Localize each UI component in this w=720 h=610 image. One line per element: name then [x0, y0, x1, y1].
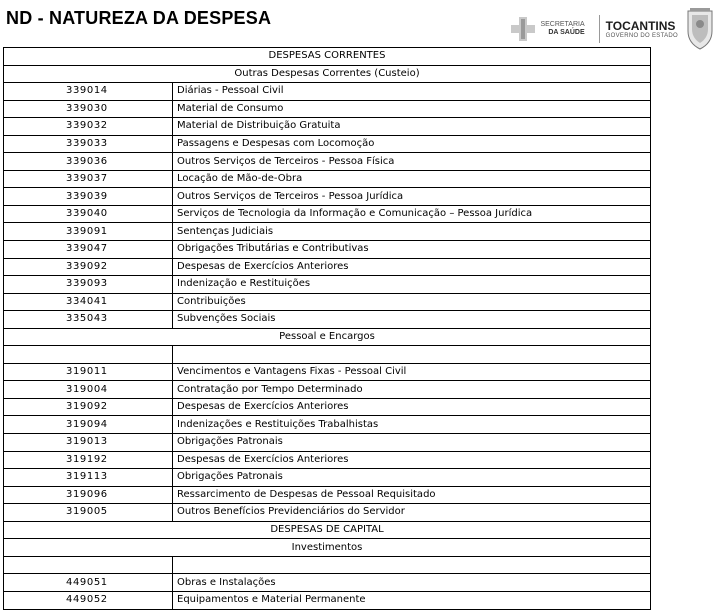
nd-description: Serviços de Tecnologia da Informação e Comunicação – Pessoa Jurídica	[172, 206, 650, 223]
section-title: Investimentos	[291, 541, 363, 553]
nd-code: 339037	[66, 173, 108, 185]
nd-description: Outros Serviços de Terceiros - Pessoa Física	[172, 153, 650, 170]
nd-description: Sentenças Judiciais	[172, 223, 650, 240]
table-row	[4, 136, 650, 154]
section-header-correntes	[4, 48, 650, 66]
nd-description: Material de Distribuição Gratuita	[172, 118, 650, 135]
nd-description: Equipamentos e Material Permanente	[172, 592, 650, 609]
health-cross-icon	[510, 13, 536, 45]
table-row	[4, 399, 650, 417]
nd-description: Indenização e Restituições	[172, 276, 650, 293]
nd-description: Despesas de Exercícios Anteriores	[172, 452, 650, 469]
nd-description: Obras e Instalações	[172, 574, 650, 591]
nd-code: 335043	[66, 313, 108, 325]
nd-description: Outros Benefícios Previdenciários do Servidor	[172, 504, 650, 521]
nd-code: 449052	[66, 594, 108, 606]
spacer-row	[4, 346, 650, 364]
nd-description: Material de Consumo	[172, 101, 650, 118]
nd-description: Obrigações Patronais	[172, 469, 650, 486]
table-row	[4, 171, 650, 189]
table-row	[4, 452, 650, 470]
section-header-outras	[4, 66, 650, 84]
nd-code: 319004	[66, 383, 108, 395]
table-row	[4, 188, 650, 206]
nd-description: Diárias - Pessoal Civil	[172, 83, 650, 100]
nd-code: 334041	[66, 295, 108, 307]
section-title: Pessoal e Encargos	[279, 331, 375, 343]
investimentos-rows	[4, 574, 650, 609]
table-row	[4, 223, 650, 241]
nd-code: 339039	[66, 190, 108, 202]
nd-code: 319094	[66, 418, 108, 430]
table-row	[4, 83, 650, 101]
table-row	[4, 416, 650, 434]
section-title: DESPESAS DE CAPITAL	[270, 524, 384, 536]
nd-code: 339040	[66, 208, 108, 220]
spacer-row	[4, 557, 650, 575]
nd-code: 339014	[66, 85, 108, 97]
nd-code: 319092	[66, 401, 108, 413]
table-row	[4, 276, 650, 294]
table-row	[4, 118, 650, 136]
nd-description: Despesas de Exercícios Anteriores	[172, 399, 650, 416]
logo-divider	[599, 15, 600, 43]
outras-rows	[4, 83, 650, 329]
secretaria-line-1: SECRETARIA	[540, 21, 585, 28]
pessoal-rows	[4, 364, 650, 522]
nd-code: 319192	[66, 453, 108, 465]
nd-description: Ressarcimento de Despesas de Pessoal Requisitado	[172, 487, 650, 504]
table-row	[4, 364, 650, 382]
nd-code: 319096	[66, 488, 108, 500]
table-row	[4, 259, 650, 277]
table-row	[4, 574, 650, 592]
secretaria-line-2: DA SAÚDE	[548, 29, 585, 36]
nd-code: 319011	[66, 366, 108, 378]
nd-code: 339092	[66, 260, 108, 272]
state-crest-icon	[684, 7, 716, 51]
nd-description: Passagens e Despesas com Locomoção	[172, 136, 650, 153]
section-header-capital	[4, 522, 650, 540]
page-title: ND - NATUREZA DA DESPESA	[6, 8, 272, 28]
tocantins-logo	[606, 20, 678, 39]
nd-code: 339032	[66, 120, 108, 132]
nd-code: 339047	[66, 243, 108, 255]
nd-description: Outros Serviços de Terceiros - Pessoa Jurídica	[172, 188, 650, 205]
table-row	[4, 434, 650, 452]
tocantins-subtitle: GOVERNO DO ESTADO	[605, 32, 678, 39]
nd-code: 319113	[66, 471, 108, 483]
nd-description: Locação de Mão-de-Obra	[172, 171, 650, 188]
table-row	[4, 381, 650, 399]
table-row	[4, 469, 650, 487]
nd-description: Contratação por Tempo Determinado	[172, 381, 650, 398]
nd-description: Subvenções Sociais	[172, 311, 650, 328]
nd-code: 339036	[66, 155, 108, 167]
table-row	[4, 311, 650, 329]
table-row	[4, 206, 650, 224]
nd-description: Obrigações Patronais	[172, 434, 650, 451]
table-row	[4, 153, 650, 171]
table-row	[4, 294, 650, 312]
table-row	[4, 592, 650, 610]
tocantins-name: TOCANTINS	[605, 18, 676, 33]
table-row	[4, 504, 650, 522]
nd-code: 319013	[66, 436, 108, 448]
section-header-pessoal	[4, 329, 650, 347]
nd-code: 339091	[66, 225, 108, 237]
nd-description: Despesas de Exercícios Anteriores	[172, 259, 650, 276]
section-header-investimentos	[4, 539, 650, 557]
nd-description: Obrigações Tributárias e Contributivas	[172, 241, 650, 258]
table-row	[4, 101, 650, 119]
nd-code: 449051	[66, 576, 108, 588]
nd-description: Vencimentos e Vantagens Fixas - Pessoal Civil	[172, 364, 650, 381]
section-title: DESPESAS CORRENTES	[268, 50, 386, 62]
nd-description: Indenizações e Restituições Trabalhistas	[172, 416, 650, 433]
nd-code: 339033	[66, 138, 108, 149]
section-title: Outras Despesas Correntes (Custeio)	[234, 67, 420, 79]
table-row	[4, 241, 650, 259]
natureza-despesa-table	[3, 47, 651, 610]
secretaria-saude-logo	[510, 13, 584, 45]
nd-description: Contribuições	[172, 294, 650, 311]
nd-code: 319005	[66, 506, 108, 518]
header-logos	[510, 6, 716, 52]
nd-code: 339093	[66, 278, 108, 290]
nd-code: 339030	[66, 102, 108, 114]
table-row	[4, 487, 650, 505]
